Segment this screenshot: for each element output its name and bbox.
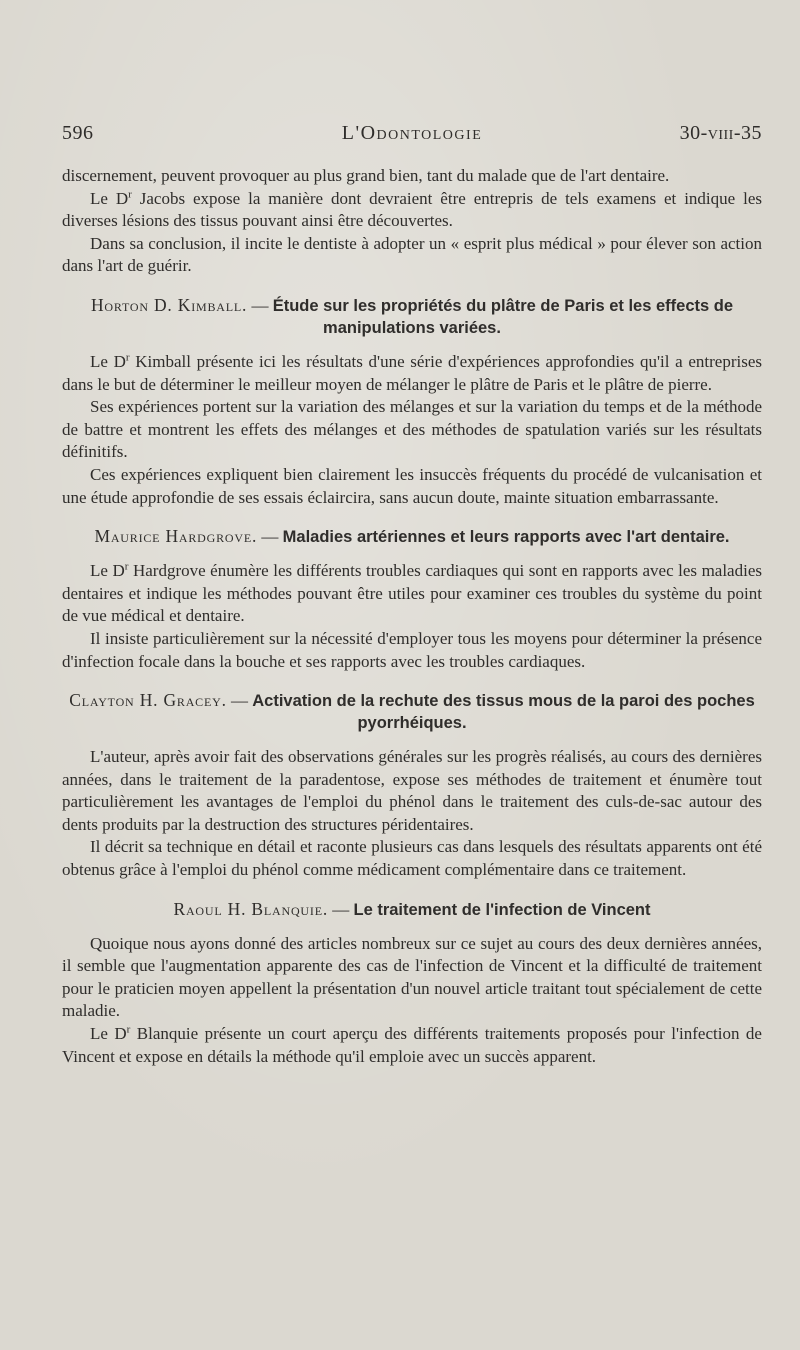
- abstract-paragraph: Le $D^r$ Kimball présente ici les résultats d'une série d'expériences approfondies qu'il a entreprises dans le but de déterminer le meilleur moyen de mélanger le plâtre de Paris et le plâtre de pierre.: [62, 351, 762, 394]
- intro-paragraph-1: discernement, peuvent provoquer au plus grand bien, tant du malade que de l'art dentaire.: [62, 166, 670, 185]
- intro-paragraph-2: Le $D^r$ Jacobs expose la manière dont devraient être entrepris de tels examens et indique les diverses lésions des tissus pouvant ainsi être découvertes.: [62, 187, 762, 231]
- section-heading-blanquie: Raoul H. Blanquie. — Le traitement de l'infection de Vincent: [173, 898, 651, 919]
- page-number: 596: [62, 122, 94, 144]
- article-body: [62, 165, 762, 1068]
- section-heading-hardgrove: Maurice Hardgrove. — Maladies artériennes et leurs rapports avec l'art dentaire.: [94, 526, 730, 547]
- abstract-paragraph: Il décrit sa technique en détail et raconte plusieurs cas dans lesquels des résultats apparents ont été obtenus grâce à l'emploi du phénol comme médicament complémentaire dans ce traitement.: [62, 837, 762, 880]
- abstract-paragraph: Ses expériences portent sur la variation des mélanges et sur la variation du temps et de la méthode de battre et montrent les effets des mélanges et des méthodes de spatulation variés sur les résultats définitifs.: [62, 397, 762, 462]
- abstract-title: Activation de la rechute des tissus mous de la paroi des poches pyorrhéiques.: [252, 692, 755, 733]
- abstract-paragraph: Le $D^r$ Blanquie présente un court aperçu des différents traitements proposés pour l'infection de Vincent et expose en détails la méthode qu'il emploie avec un succès apparent.: [62, 1023, 762, 1066]
- section-heading-kimball: Horton D. Kimball. — Étude sur les propriétés du plâtre de Paris et les effects de manipulations variées.: [90, 294, 734, 337]
- author-name: Maurice Hardgrove.: [94, 526, 258, 547]
- section-heading-gracey: Clayton H. Gracey. — Activation de la rechute des tissus mous de la paroi des poches pyorrhéiques.: [69, 690, 755, 733]
- running-head: [62, 122, 762, 148]
- author-name: Raoul H. Blanquie.: [173, 898, 328, 919]
- issue-date: 30-viii-35: [679, 122, 762, 144]
- abstract-paragraph: Le $D^r$ Hardgrove énumère les différents troubles cardiaques qui sont en rapports avec les maladies dentaires et indique les méthodes pouvant être utiles pour examiner ces troubles du système du point de vue médical et dentaire.: [62, 560, 762, 626]
- journal-title: L'Odontologie: [341, 122, 483, 144]
- abstract-paragraph: Il insiste particulièrement sur la nécessité d'employer tous les moyens pour déterminer la présence d'infection focale dans la bouche et ses rapports avec les troubles cardiaques.: [62, 628, 762, 671]
- author-name: Clayton H. Gracey.: [69, 690, 227, 711]
- abstract-paragraph: Ces expériences expliquent bien clairement les insuccès fréquents du procédé de vulcanisation et une étude approfondie de ses essais éclaircira, sans aucun doute, mainte situation embarrassante.: [62, 464, 762, 507]
- author-name: Horton D. Kimball.: [90, 294, 248, 315]
- abstract-title: Étude sur les propriétés du plâtre de Paris et les effects de manipulations variées.: [272, 296, 734, 337]
- abstract-title: Le traitement de l'infection de Vincent: [353, 900, 651, 919]
- intro-paragraph-3: Dans sa conclusion, il incite le dentiste à adopter un « esprit plus médical » pour élever son action dans l'art de guérir.: [62, 233, 762, 276]
- abstract-paragraph: Quoique nous ayons donné des articles nombreux sur ce sujet au cours des deux dernières années, il semble que l'augmentation apparente des cas de l'infection de Vincent et la difficulté de traitement pour le praticien moyen appellent la présentation d'un nouvel article traitant tout spécialement de cette maladie.: [62, 933, 762, 1021]
- abstract-title: Maladies artériennes et leurs rapports avec l'art dentaire.: [282, 528, 730, 547]
- abstract-paragraph: L'auteur, après avoir fait des observations générales sur les progrès réalisés, au cours des dernières années, dans le traitement de la paradentose, expose ses méthodes de traitement et énumère tout particulièrement les avantages de l'emploi du phénol dans le traitement des culs-de-sac autour des dents produits par la destruction des structures péridentaires.: [62, 747, 762, 834]
